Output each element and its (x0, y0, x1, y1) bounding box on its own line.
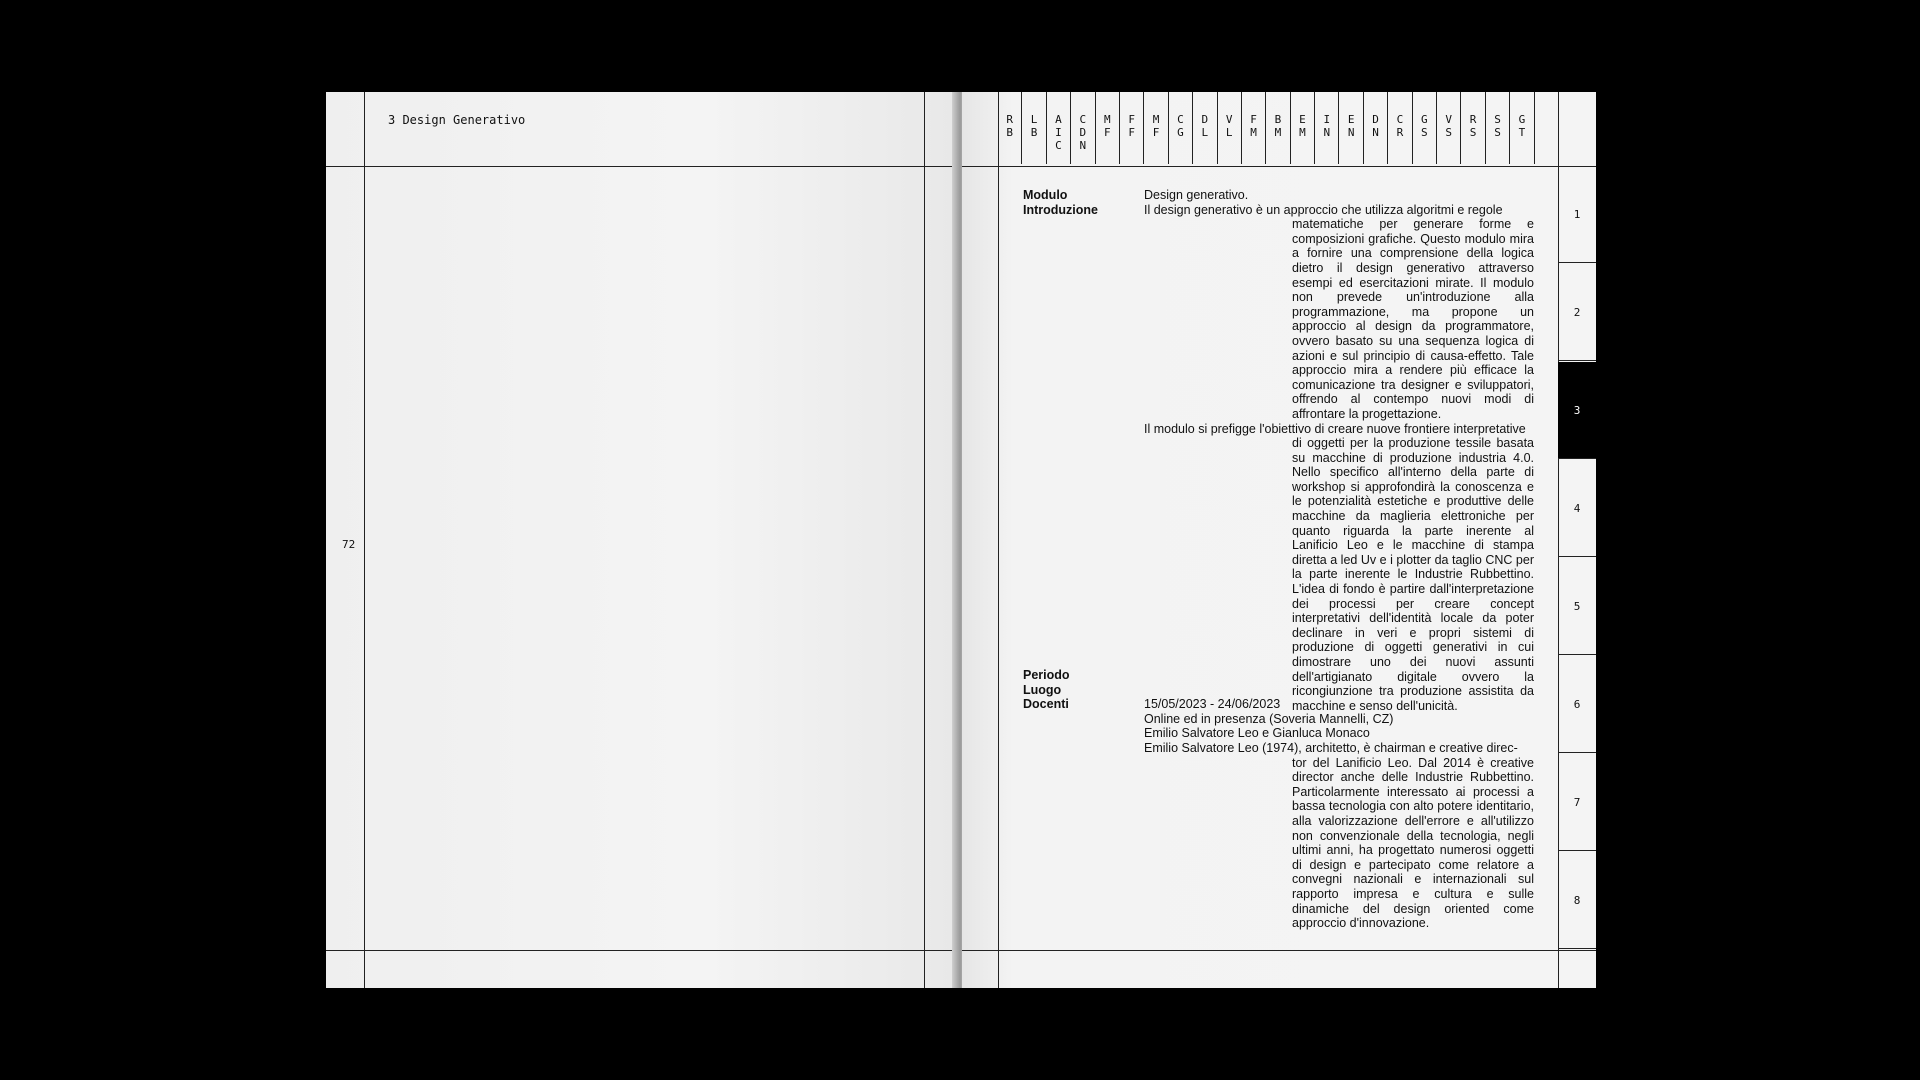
side-tab-8: 8 (1558, 852, 1596, 949)
index-column-label: IN (1323, 113, 1331, 139)
index-column-label: VS (1445, 113, 1453, 139)
periodo-value: 15/05/2023 - 24/06/2023 (1144, 697, 1281, 712)
bio-first-line: Emilio Salvatore Leo (1974), architetto, è chairman e creative direc- (1144, 740, 1518, 755)
inner-margin-rule (924, 92, 925, 988)
index-column-label: CDN (1079, 113, 1087, 152)
footer-rule (962, 950, 1596, 951)
side-tab-2: 2 (1558, 264, 1596, 361)
index-column-12 (1266, 92, 1290, 164)
right-page (962, 92, 1596, 988)
bio-body: tor del Lanificio Leo. Dal 2014 è creative director anche delle Industrie Rubbettino. Particolarmente interessato ai processi a bassa tecnologia con alto potere identitario, alla valorizzazione dell'errore e all'utilizzo non convenzionale della tecnologia, negli ultimi anni, ha progettato numerosi oggetti di design e partecipato come relatore a convegni nazionali e internazionali sul rapporto impresa e cultura e sulle dinamiche del design oriented come approccio d'innovazione. (1292, 755, 1534, 931)
index-column-2 (1022, 92, 1046, 164)
index-column-label: RB (1006, 113, 1013, 139)
index-column-21 (1486, 92, 1510, 164)
luogo-value: Online ed in presenza (Soveria Mannelli, CZ) (1144, 711, 1394, 726)
index-column-5 (1096, 92, 1120, 164)
label-docenti: Docenti (1023, 697, 1069, 712)
index-column-17 (1388, 92, 1412, 164)
intro-first-line: Il design generativo è un approccio che utilizza algoritmi e regole (1144, 202, 1503, 217)
index-column-6 (1120, 92, 1144, 164)
index-column-9 (1193, 92, 1217, 164)
para2-body: di oggetti per la produzione tessile basata su macchine di produzione industria 4.0. Nello specifico all'interno della parte di workshop si approfondirà la conoscenza e le potenzialità estetiche e produttive delle macchine da maglieria elettroniche per quanto riguarda la parte inerente al Lanificio Leo e le macchine di stampa diretta a led Uv e i plotter da taglio CNC per la parte inerente le Industrie Rubbettino. L'idea di fondo è partire dall'interpretazione dei processi per creare concept interpretativi dell'identità locale da poter declinare in veri e propri sistemi di produzione di oggetti generativi in cui dimostrare uno dei nuovi assunti dell'artigianato digitale ovvero la ricongiunzione tra produzione assistita da macchine e senso dell'unicità. (1292, 436, 1534, 713)
side-tab-6: 6 (1558, 656, 1596, 753)
index-column-label: LB (1030, 113, 1038, 139)
index-column-label: AIC (1055, 113, 1062, 152)
index-column-22 (1510, 92, 1534, 164)
index-columns (998, 92, 1535, 164)
index-column-7 (1144, 92, 1168, 164)
index-column-4 (1071, 92, 1095, 164)
index-column-19 (1437, 92, 1461, 164)
intro-text (1144, 188, 1534, 713)
index-column-11 (1242, 92, 1266, 164)
index-column-8 (1169, 92, 1193, 164)
margin-rule (998, 92, 999, 988)
index-column-label: CR (1396, 113, 1404, 139)
index-column-label: DN (1372, 113, 1379, 139)
index-column-label: GS (1421, 113, 1428, 139)
footer-rule (326, 950, 958, 951)
index-column-label: DL (1201, 113, 1209, 139)
label-periodo: Periodo (1023, 668, 1070, 682)
chapter-title: 3 Design Generativo (388, 113, 526, 127)
index-column-label: VL (1225, 113, 1233, 139)
side-tab-7: 7 (1558, 754, 1596, 851)
margin-rule (364, 92, 365, 988)
index-column-label: RS (1469, 113, 1477, 139)
header-rule (326, 166, 958, 167)
index-column-20 (1461, 92, 1485, 164)
intro-body: matematiche per generare forme e composizioni grafiche. Questo modulo mira a fornire una comprensione della logica dietro il design generativo attraverso esempi ed esercitazioni mirate. Il modulo non prevede un'introduzione alla programmazione, ma propone un approccio al design da programmatore, ovvero basato su una sequenza logica di azioni e sul principio di causa-effetto. Tale approccio mira a rendere più efficace la comunicazione tra designer e sviluppatori, offrendo al contempo nuovi modi di affrontare la progettazione. (1292, 217, 1534, 421)
index-column-18 (1413, 92, 1437, 164)
index-column-label: FF (1128, 113, 1135, 139)
label-introduzione: Introduzione (1023, 202, 1098, 217)
index-column-13 (1291, 92, 1315, 164)
left-page (326, 92, 958, 988)
index-column-label: BM (1274, 113, 1282, 139)
index-column-3 (1047, 92, 1071, 164)
index-column-14 (1315, 92, 1339, 164)
side-tab-5: 5 (1558, 558, 1596, 655)
index-column-label: EN (1347, 113, 1355, 139)
index-column-label: EM (1299, 113, 1306, 139)
side-tab-1: 1 (1558, 166, 1596, 263)
index-column-label: FM (1250, 113, 1257, 139)
modulo-value: Design generativo. (1144, 188, 1249, 202)
docenti-value: Emilio Salvatore Leo e Gianluca Monaco (1144, 726, 1370, 741)
index-column-10 (1218, 92, 1242, 164)
page-number: 72 (342, 538, 356, 551)
index-column-1 (998, 92, 1022, 164)
index-column-label: MF (1152, 113, 1160, 139)
index-column-16 (1364, 92, 1388, 164)
label-luogo: Luogo (1023, 682, 1062, 697)
side-tab-4: 4 (1558, 460, 1596, 557)
index-column-label: CG (1177, 113, 1184, 139)
index-column-label: SS (1494, 113, 1501, 139)
index-column-label: GT (1518, 113, 1526, 139)
para2-first-line: Il modulo si prefigge l'obiettivo di creare nuove frontiere interpretative (1144, 421, 1526, 436)
header-rule (962, 166, 1596, 167)
index-column-15 (1339, 92, 1363, 164)
label-modulo: Modulo (1023, 188, 1068, 202)
details-text (1144, 697, 1534, 931)
side-tab-3: 3 (1558, 362, 1596, 459)
index-column-label: MF (1103, 113, 1111, 139)
